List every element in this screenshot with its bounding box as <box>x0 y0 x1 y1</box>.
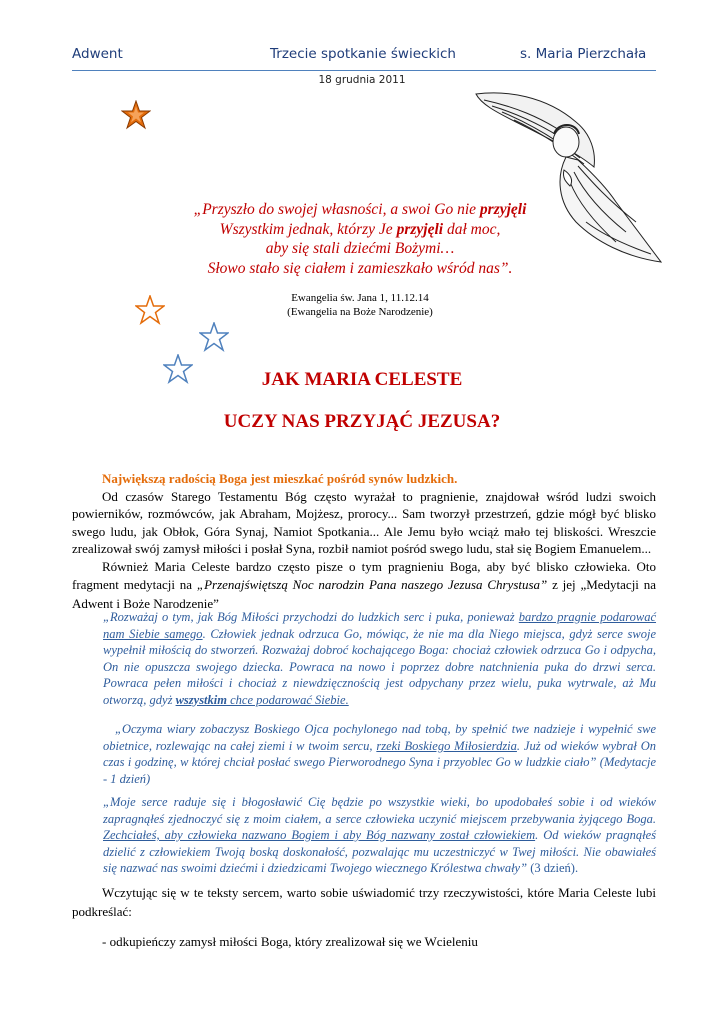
title-line2: UCZY NAS PRZYJĄĆ JEZUSA? <box>223 411 501 432</box>
meditation-text: . Już od wieków wybrał On czas i godzinę, w której chciał posłać swego Pierworodnego Syna i przyoblec Go w ludzkie ciało” (Medytacje - 1 dzień) <box>103 738 656 786</box>
gospel-quote <box>120 200 600 278</box>
meditation-quote-1 <box>103 609 656 708</box>
header-center: Trzecie spotkanie świeckich <box>270 46 456 62</box>
meditation-text: „Rozważaj o tym, jak Bóg Miłości przychodzi do ludzkich serc i puka, ponieważ <box>103 610 519 624</box>
header-right: s. Maria Pierzchała <box>520 46 647 62</box>
meditation-quote-3 <box>103 794 656 877</box>
meditation-underlined: rzeki Boskiego Miłosierdzia <box>376 738 517 753</box>
intro-section <box>72 470 656 613</box>
meditation-quote-2 <box>103 721 656 787</box>
blue-outline-star-icon <box>199 322 229 352</box>
title-line1: JAK MARIA CELESTE <box>261 369 463 390</box>
header-left: Adwent <box>72 46 123 62</box>
intro-paragraph <box>72 558 656 614</box>
intro-p2-text: Również Maria Celeste bardzo często pisze o tym pragnieniu Boga, aby być blisko człowieka. Oto fragment medytacji na <box>72 558 656 592</box>
quote-line1: „Przyszło do swojej własności, a swoi Go nie <box>193 201 480 218</box>
meditation-title: „Przenajświętszą Noc narodzin Pana naszego Jezusa Chrystusa” <box>196 577 548 592</box>
orange-outline-star-icon <box>135 295 165 325</box>
meditation-underlined: Zechciałeś, aby człowieka nazwano Bogiem i aby Bóg nazwany został człowiekiem <box>103 828 536 842</box>
source-line2: (Ewangelia na Boże Narodzenie) <box>287 306 433 318</box>
quote-line3: aby się stali dziećmi Bożymi… <box>265 240 455 257</box>
page-header <box>72 44 656 71</box>
intro-lead: Największą radością Boga jest mieszkać pośród synów ludzkich. <box>102 471 458 486</box>
meditation-underlined-bold: wszystkim <box>175 692 227 707</box>
date: 18 grudnia 2011 <box>318 74 406 86</box>
quote-emphasis: przyjęli <box>479 201 527 218</box>
meditation-reference: (3 dzień). <box>530 861 579 875</box>
list-item: - odkupieńczy zamysł miłości Boga, który zrealizował się we Wcieleniu <box>102 934 478 949</box>
meditation-underlined: chce podarować Siebie. <box>226 692 349 707</box>
orange-filled-star-icon <box>121 100 151 130</box>
quote-source <box>200 291 520 319</box>
quote-line2-end: dał moc, <box>443 220 501 238</box>
quote-emphasis: przyjęli <box>396 220 444 238</box>
closing-section <box>72 883 656 951</box>
closing-paragraph: Wczytując się w te teksty sercem, warto sobie uświadomić trzy rzeczywistości, które Maria Celeste lubi podkreślać: <box>72 885 656 919</box>
quote-line2: Wszystkim jednak, którzy Je <box>219 220 397 238</box>
intro-paragraph: Od czasów Starego Testamentu Bóg często wyrażał to pragnienie, znajdował wśród ludzi swoich powierników, rozmówców, jak Abraham, Mojżesz, prorocy... Sam tworzył przestrzeń, gdzie mógł być blisko swego ludu, jak Obłok, Góra Synaj, Namiot Spotkania... Ale Jemu było wciąż mało tej bliskości. Wreszcie zrealizował swój zamysł miłości i posłał Syna, rozbił namiot pośród swego ludu, stał się Bogiem Emanuelem... <box>72 488 656 556</box>
intro-p2-end: z jej „Medytacji na Adwent i Boże Narodzenie” <box>72 577 656 611</box>
source-line1: Ewangelia św. Jana 1, 11.12.14 <box>291 292 429 304</box>
meditation-underlined: bardzo pragnie podarować nam Siebie samego <box>103 610 657 641</box>
quote-line4: Słowo stało się ciałem i zamieszkało wśród nas”. <box>207 259 513 277</box>
meditation-text: „Oczyma wiary zobaczysz Boskiego Ojca pochylonego nad tobą, by spełnić twe nadzieje i wypełnić swe obietnice, rozlewając na całej ziemi i w twoim sercu, <box>103 722 656 753</box>
meditation-text: . Od wieków pragnąłeś dzielić z człowiekiem Twoją boską doskonałość, pozwalając mu uczestniczyć w Twej miłości. Nie obawiałeś się nazwać nas swoimi dziećmi i dziedzicami Twojego wiecznego Królestwa chwały” <box>103 828 656 875</box>
meditation-text: „Moje serce raduje się i błogosławić Cię będzie po wszystkie wieki, bo upodobałeś sobie i od wieków zapragnąłeś zjednoczyć się z moim ciałem, a serce człowieka uczynić miejscem przebywania żyjącego Boga. <box>103 795 656 826</box>
meditation-text: . Człowiek jednak odrzuca Go, mówiąc, że nie ma dla Niego miejsca, gdyż serce swoje wypełnił miłością do stworzeń. Rozważaj dobroć kochającego Boga: chociaż człowiek odrzuca Go i odpycha, On nie opuszcza swojego dziecka. Powraca na nowo i poprzez dobre natchnienia puka do drzwi serca. Powraca pełen miłości i chociaż z niewdzięcznością jest odpychany przez wielu, puka wytrwale, aż Mu otworzą, gdyż <box>103 626 656 707</box>
